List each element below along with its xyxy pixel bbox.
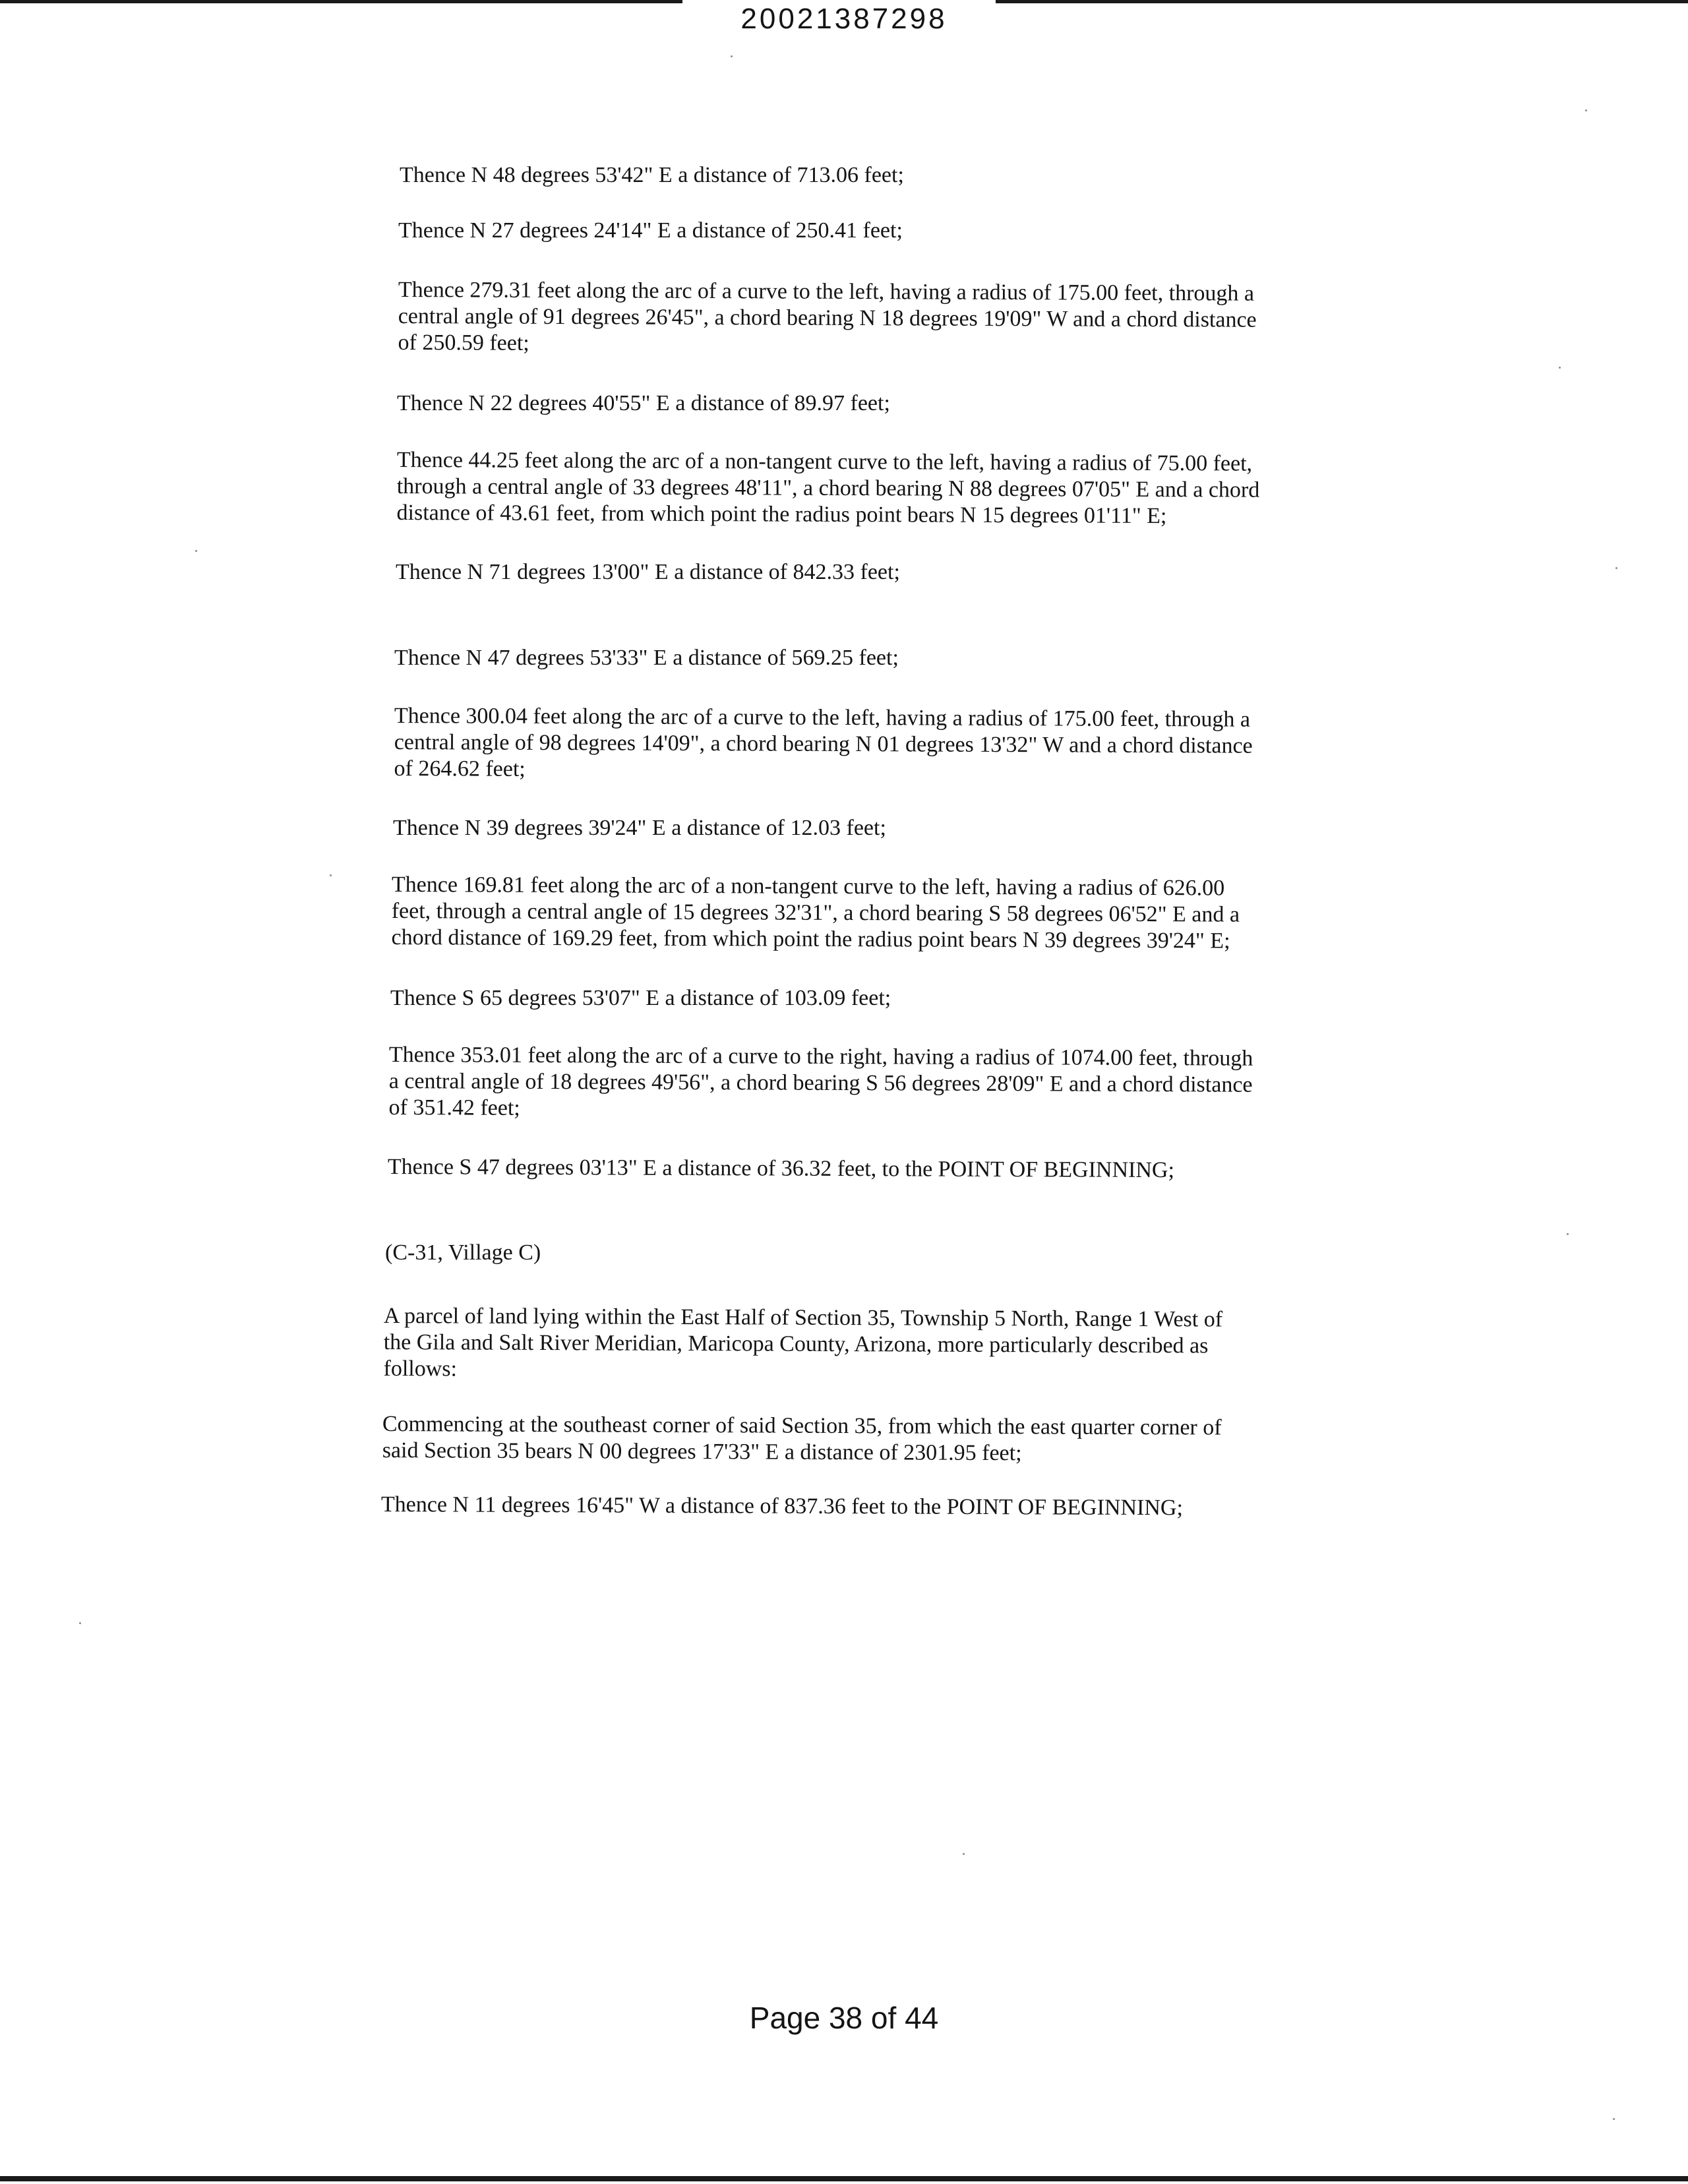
text-line: of 264.62 feet; [394,756,526,781]
course-paragraph [388,1154,1174,1184]
text-line: Commencing at the southeast corner of said Section 35, from which the east quarter corner of [382,1412,1222,1440]
page-number: Page 38 of 44 [749,2001,939,2035]
curve-paragraph [394,703,1252,786]
bottom-border-rule [0,2176,1688,2181]
course-paragraph [398,218,903,244]
course-paragraph [394,645,899,671]
text-line: Thence N 71 degrees 13'00" E a distance of 842.33 feet; [396,560,900,584]
text-line: (C-31, Village C) [385,1240,541,1265]
text-line: central angle of 91 degrees 26'45", a chord bearing N 18 degrees 19'09" W and a chord distance [398,303,1257,332]
document-number: 20021387298 [740,3,948,35]
text-line: through a central angle of 33 degrees 48'11", a chord bearing N 88 degrees 07'05" E and a chord [396,473,1260,502]
text-line: Thence 169.81 feet along the arc of a non-tangent curve to the left, having a radius of 626.00 [391,872,1225,901]
text-line: Thence N 47 degrees 53'33" E a distance of 569.25 feet; [394,646,899,670]
scan-speck [1559,367,1561,369]
text-line: Thence S 47 degrees 03'13" E a distance of 36.32 feet, to the POINT OF BEGINNING; [387,1155,1175,1183]
scan-speck [330,874,332,876]
course-paragraph [400,162,904,189]
text-line: Thence 300.04 feet along the arc of a curve to the left, having a radius of 175.00 feet, through a [394,704,1251,732]
text-line: Thence N 27 degrees 24'14" E a distance of 250.41 feet; [398,218,903,243]
parcel-heading [385,1240,541,1266]
scan-speck [1585,109,1587,111]
text-line: Thence N 48 degrees 53'42" E a distance of 713.06 feet; [400,163,904,187]
text-line: Thence 279.31 feet along the arc of a curve to the left, having a radius of 175.00 feet, through a [398,278,1255,306]
curve-paragraph [398,277,1256,360]
text-line: Thence N 22 degrees 40'55" E a distance of 89.97 feet; [397,391,890,415]
course-paragraph [396,559,900,586]
curve-paragraph [388,1042,1253,1125]
course-paragraph [390,985,891,1012]
text-line: Thence S 65 degrees 53'07" E a distance of 103.09 feet; [390,986,891,1010]
scan-speck [1613,2118,1615,2120]
text-line: chord distance of 169.29 feet, from which point the radius point bears N 39 degrees 39'24" E; [391,925,1230,954]
text-line: central angle of 98 degrees 14'09", a chord bearing N 01 degrees 13'32" W and a chord distance [394,729,1253,758]
text-line: feet, through a central angle of 15 degrees 32'31", a chord bearing S 58 degrees 06'52" E and a [391,898,1240,927]
text-line: Thence 353.01 feet along the arc of a curve to the right, having a radius of 1074.00 feet, through [388,1043,1253,1071]
text-line: the Gila and Salt River Meridian, Maricopa County, Arizona, more particularly described as [383,1329,1209,1358]
text-line: a central angle of 18 degrees 49'56", a chord bearing S 56 degrees 28'09" E and a chord distance [388,1068,1253,1097]
text-line: distance of 43.61 feet, from which point the radius point bears N 15 degrees 01'11" E; [396,500,1167,529]
text-line: of 351.42 feet; [388,1095,520,1120]
course-paragraph [393,815,886,841]
text-line: of 250.59 feet; [398,330,529,355]
curve-paragraph [391,872,1240,955]
curve-paragraph [396,447,1259,530]
scan-speck [195,550,197,552]
course-paragraph [381,1492,1183,1521]
parcel-description-paragraph [383,1303,1222,1386]
scan-speck [1567,1233,1569,1235]
text-line: said Section 35 bears N 00 degrees 17'33" E a distance of 2301.95 feet; [382,1438,1022,1466]
commencement-paragraph [382,1411,1222,1468]
scan-speck [79,1622,81,1624]
scan-speck [963,1853,965,1855]
text-line: A parcel of land lying within the East Half of Section 35, Township 5 North, Range 1 West of [383,1304,1223,1332]
text-line: follows: [383,1356,458,1381]
scan-speck [731,55,733,57]
text-line: Thence 44.25 feet along the arc of a non-tangent curve to the left, having a radius of 75.00 feet, [396,448,1253,476]
scan-speck [1615,567,1617,569]
text-line: Thence N 11 degrees 16'45" W a distance of 837.36 feet to the POINT OF BEGINNING; [380,1492,1184,1521]
text-line: Thence N 39 degrees 39'24" E a distance of 12.03 feet; [393,816,886,840]
course-paragraph [397,390,890,417]
